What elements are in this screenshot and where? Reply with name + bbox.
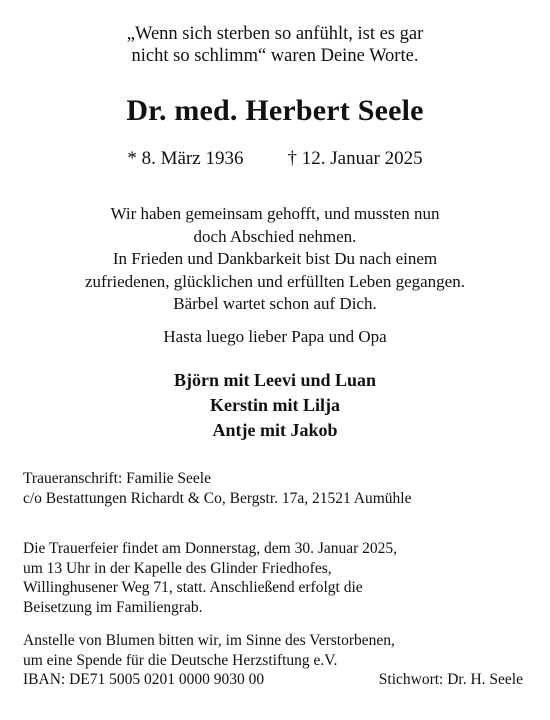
quote <box>0 23 550 67</box>
donation-line: um eine Spende für die Deutsche Herzstiftung e.V. <box>23 651 338 669</box>
message-line: zufriedenen, glücklichen und erfüllten Leben gegangen. <box>85 271 465 291</box>
quote-line: nicht so schlimm“ waren Deine Worte. <box>131 46 419 66</box>
iban: IBAN: DE71 5005 0201 0000 9030 00 <box>23 671 265 688</box>
funeral-ceremony-info <box>23 539 397 617</box>
message-line: doch Abschied nehmen. <box>193 226 357 246</box>
bank-details <box>23 670 523 690</box>
ceremony-line: Beisetzung im Familiengrab. <box>23 598 203 616</box>
ceremony-line: Die Trauerfeier findet am Donnerstag, dem 30. Januar 2025, <box>23 540 398 557</box>
message-line: Wir haben gemeinsam gehofft, und mussten nun <box>110 204 440 223</box>
ceremony-line: um 13 Uhr in der Kapelle des Glinder Friedhofes, <box>23 559 332 577</box>
death-date: † 12. Januar 2025 <box>287 148 423 169</box>
address-line: c/o Bestattungen Richardt & Co, Bergstr. 17a, 21521 Aumühle <box>23 489 412 507</box>
family-line: Björn mit Leevi und Luan <box>173 370 377 390</box>
ceremony-line: Willinghusener Weg 71, statt. Anschließend erfolgt die <box>23 579 363 596</box>
deceased-name: Dr. med. Herbert Seele <box>126 94 424 127</box>
family-line: Antje mit Jakob <box>212 420 338 440</box>
family-signatures <box>0 368 550 443</box>
donation-keyword: Stichwort: Dr. H. Seele <box>378 671 523 688</box>
life-dates <box>0 148 550 170</box>
birth-date: * 8. März 1936 <box>127 148 244 169</box>
farewell-message <box>0 203 550 316</box>
donation-line: Anstelle von Blumen bitten wir, im Sinne des Verstorbenen, <box>23 632 395 649</box>
message-line: In Frieden und Dankbarkeit bist Du nach einem <box>112 249 438 269</box>
greeting: Hasta luego lieber Papa und Opa <box>163 327 387 346</box>
donation-request <box>23 631 523 690</box>
message-line: Bärbel wartet schon auf Dich. <box>173 294 377 314</box>
quote-line: „Wenn sich sterben so anfühlt, ist es gar <box>126 24 424 44</box>
family-line: Kerstin mit Lilja <box>210 395 340 415</box>
address-line: Traueranschrift: Familie Seele <box>23 470 211 487</box>
mourning-address <box>23 469 411 508</box>
